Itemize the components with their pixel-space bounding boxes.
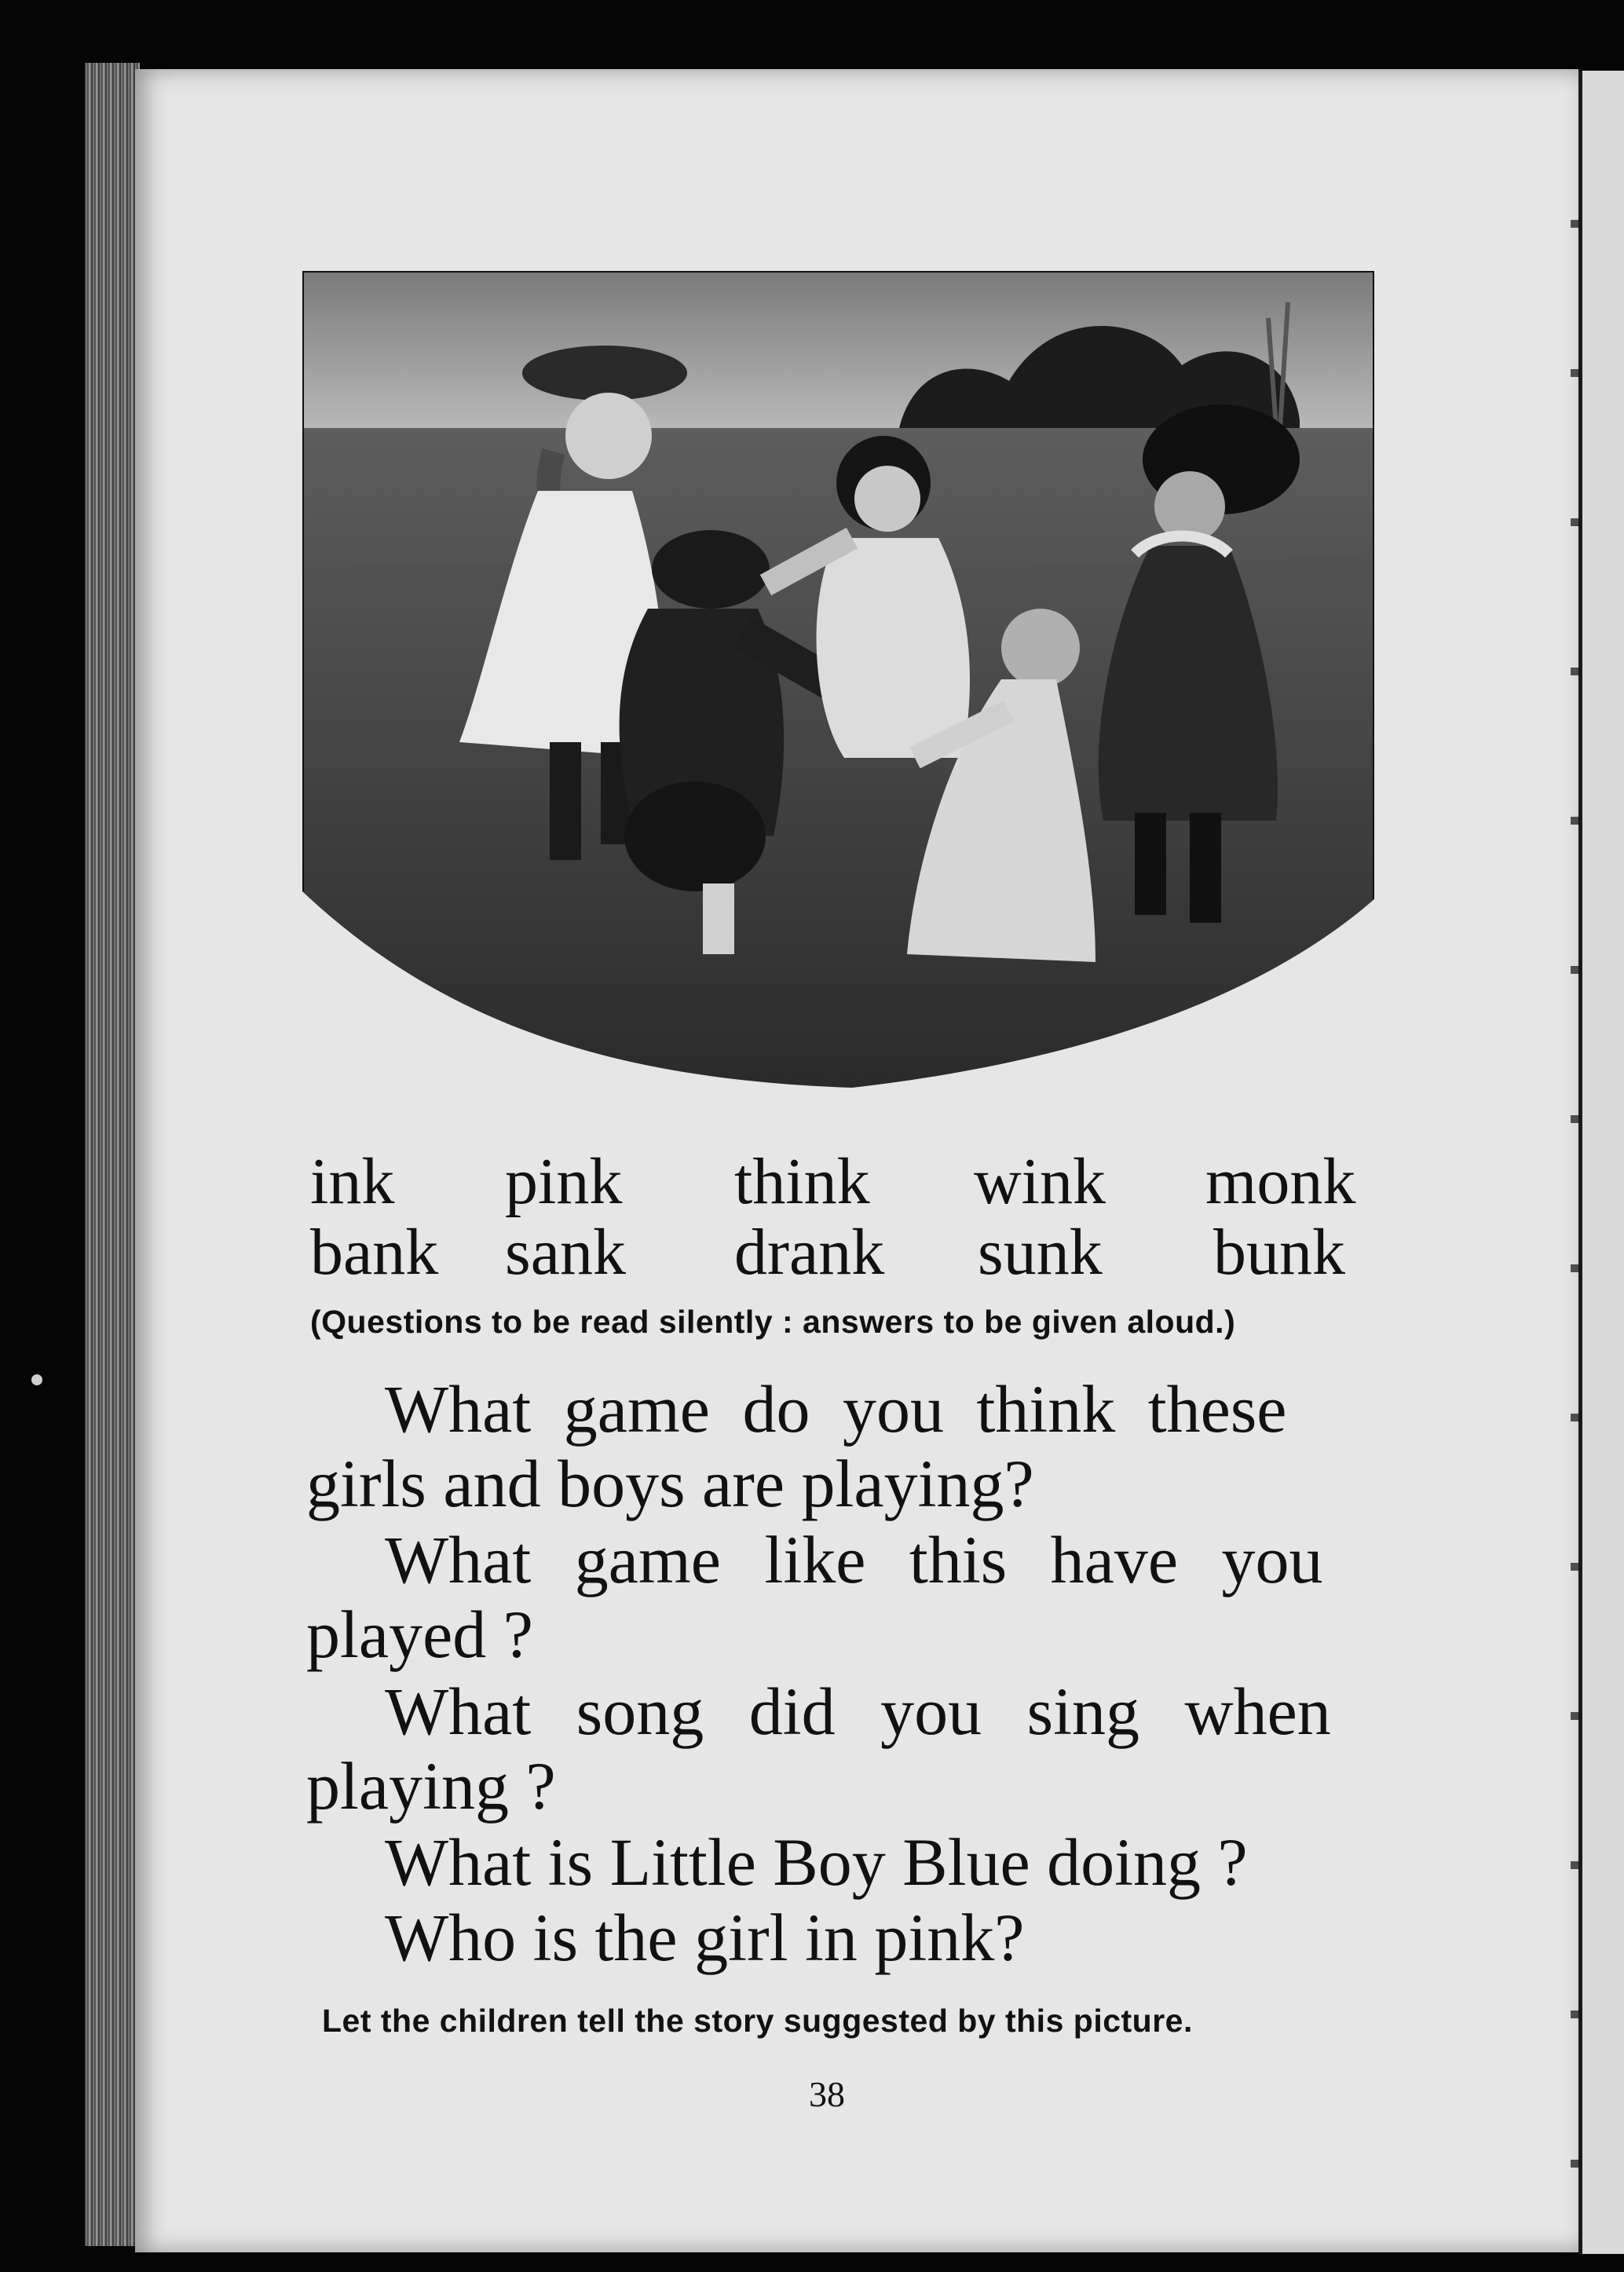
page-number: 38 [809,2074,845,2114]
word: bunk [1213,1216,1345,1289]
question-line: playing ? [306,1748,556,1824]
question-line: What song did you sing when [385,1674,1331,1749]
word-row-1 [310,1143,1370,1221]
children-playing-illustration [302,271,1374,1092]
question-line: What is Little Boy Blue doing ? [385,1824,1248,1900]
word: ink [310,1145,395,1218]
question-line: girls and boys are playing? [306,1446,1034,1521]
question-line: What game like this have you [385,1522,1323,1597]
stray-mark [31,1374,42,1385]
word: bank [310,1216,439,1289]
question-line: What game do you think these [385,1371,1287,1447]
word-row-2 [310,1213,1370,1292]
page-edge-marks [1571,79,1580,2199]
word: pink [505,1145,623,1218]
word: sunk [978,1216,1103,1289]
story-instruction: Let the children tell the story suggested by this picture. [322,2003,1193,2039]
book-spine [85,63,140,2246]
word: monk [1205,1145,1356,1218]
facing-page-edge [1578,71,1624,2254]
word: wink [974,1145,1106,1218]
question-line: played ? [306,1597,533,1672]
question-line: Who is the girl in pink? [385,1900,1025,1975]
reading-instruction: (Questions to be read silently : answers to be given aloud.) [310,1304,1236,1340]
word: drank [734,1216,885,1289]
word: think [734,1145,870,1218]
word: sank [505,1216,626,1289]
